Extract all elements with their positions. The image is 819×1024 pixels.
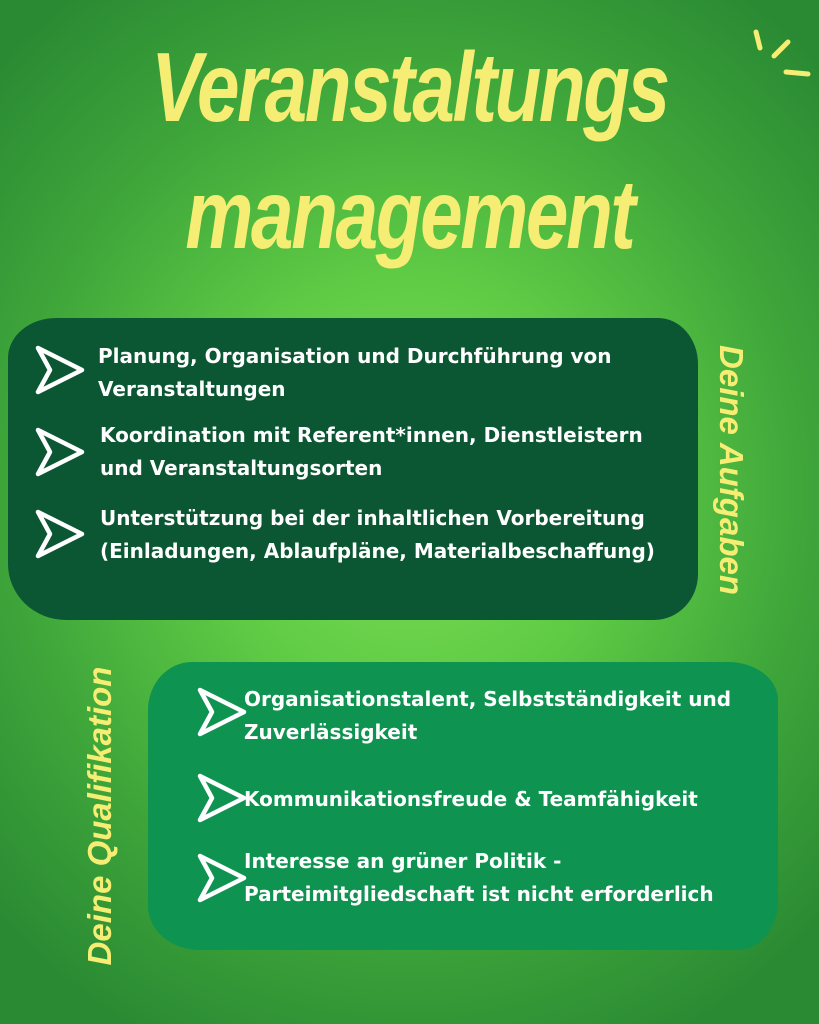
qualifications-heading: Deine Qualifikation — [81, 666, 118, 966]
arrow-right-icon — [34, 426, 86, 478]
arrow-right-icon — [34, 344, 86, 396]
qualification-line-1: Interesse an grüner Politik - — [244, 849, 562, 873]
qualifications-panel — [148, 662, 778, 950]
task-line-1: Koordination mit Referent*innen, Dienstleistern — [100, 423, 643, 447]
tasks-panel — [8, 318, 698, 620]
arrow-right-icon — [34, 508, 86, 560]
task-line-2: (Einladungen, Ablaufpläne, Materialbeschaffung) — [100, 539, 655, 563]
title-line-1: Veranstaltungs — [151, 32, 668, 142]
arrow-right-icon — [196, 772, 248, 824]
task-line-2: und Veranstaltungsorten — [100, 456, 383, 480]
sparkle-lines-icon — [748, 28, 814, 88]
qualification-line-2: Zuverlässigkeit — [244, 720, 418, 744]
qualification-line-1: Organisationstalent, Selbstständigkeit und — [244, 687, 732, 711]
title-line-2: management — [185, 159, 634, 269]
arrow-right-icon — [196, 852, 248, 904]
arrow-right-icon — [196, 686, 248, 738]
task-line-2: Veranstaltungen — [98, 377, 286, 401]
task-line-1: Unterstützung bei der inhaltlichen Vorbereitung — [100, 506, 645, 530]
qualification-line-2: Parteimitgliedschaft ist nicht erforderlich — [244, 882, 714, 906]
qualification-line-1: Kommunikationsfreude & Teamfähigkeit — [244, 787, 698, 811]
tasks-heading: Deine Aufgaben — [713, 345, 750, 595]
task-line-1: Planung, Organisation und Durchführung von — [98, 344, 612, 368]
